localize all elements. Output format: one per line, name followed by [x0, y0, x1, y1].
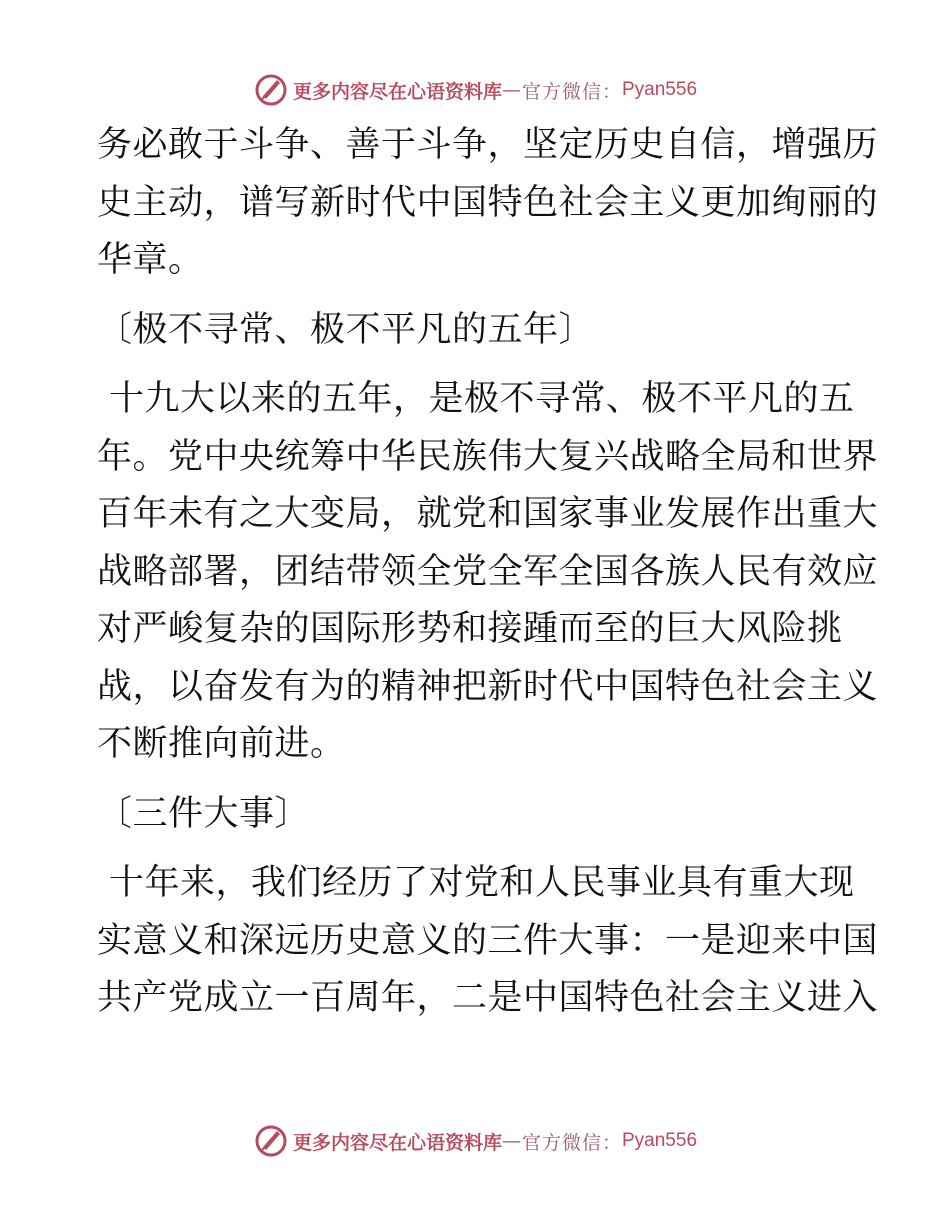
- paragraph-line: 史主动，谱写新时代中国特色社会主义更加绚丽的: [97, 182, 879, 223]
- paragraph-line: 对严峻复杂的国际形势和接踵而至的巨大风险挑: [97, 609, 843, 649]
- banner-site-name: 更多内容尽在心语资料库: [292, 1131, 502, 1154]
- banner-wechat-label: 官方微信：: [521, 80, 622, 103]
- paragraph-line: 战，以奋发有为的精神把新时代中国特色社会主义: [97, 666, 879, 707]
- paragraph-line: 年。党中央统筹中华民族伟大复兴战略全局和世界: [97, 436, 879, 477]
- quill-logo-icon: [253, 1123, 289, 1159]
- banner-dash: —: [501, 1130, 522, 1152]
- section-heading-five-years: 〔极不寻常、极不平凡的五年〕: [97, 309, 595, 350]
- paragraph-2: [97, 371, 879, 774]
- paragraph-line: 务必敢于斗争、善于斗争，坚定历史自信，增强历: [97, 125, 879, 165]
- banner-site-name: 更多内容尽在心语资料库: [292, 80, 502, 103]
- document-body: [97, 117, 879, 1028]
- paragraph-line: 十九大以来的五年，是极不寻常、极不平凡的五: [109, 379, 855, 419]
- paragraph-line: 十年来，我们经历了对党和人民事业具有重大现: [109, 863, 855, 903]
- banner-dash: —: [501, 79, 522, 101]
- paragraph-line: 百年未有之大变局，就党和国家事业发展作出重大: [97, 494, 879, 534]
- banner-wechat-account: Pyan556: [622, 1130, 698, 1151]
- paragraph-line: 不断推向前进。: [97, 724, 346, 764]
- quill-logo-icon: [253, 72, 289, 108]
- banner-wechat-account: Pyan556: [622, 79, 698, 100]
- paragraph-1: [97, 117, 879, 290]
- footer-banner: [0, 1119, 950, 1163]
- paragraph-line: 战略部署，团结带领全党全军全国各族人民有效应: [97, 551, 879, 592]
- paragraph-line: 实意义和深远历史意义的三件大事：一是迎来中国: [97, 920, 879, 961]
- header-banner: [0, 68, 950, 112]
- section-heading-three-events: 〔三件大事〕: [97, 793, 311, 834]
- paragraph-3: [97, 855, 879, 1028]
- paragraph-line: 共产党成立一百周年，二是中国特色社会主义进入: [97, 978, 879, 1018]
- banner-wechat-label: 官方微信：: [521, 1131, 622, 1154]
- paragraph-line: 华章。: [97, 240, 204, 280]
